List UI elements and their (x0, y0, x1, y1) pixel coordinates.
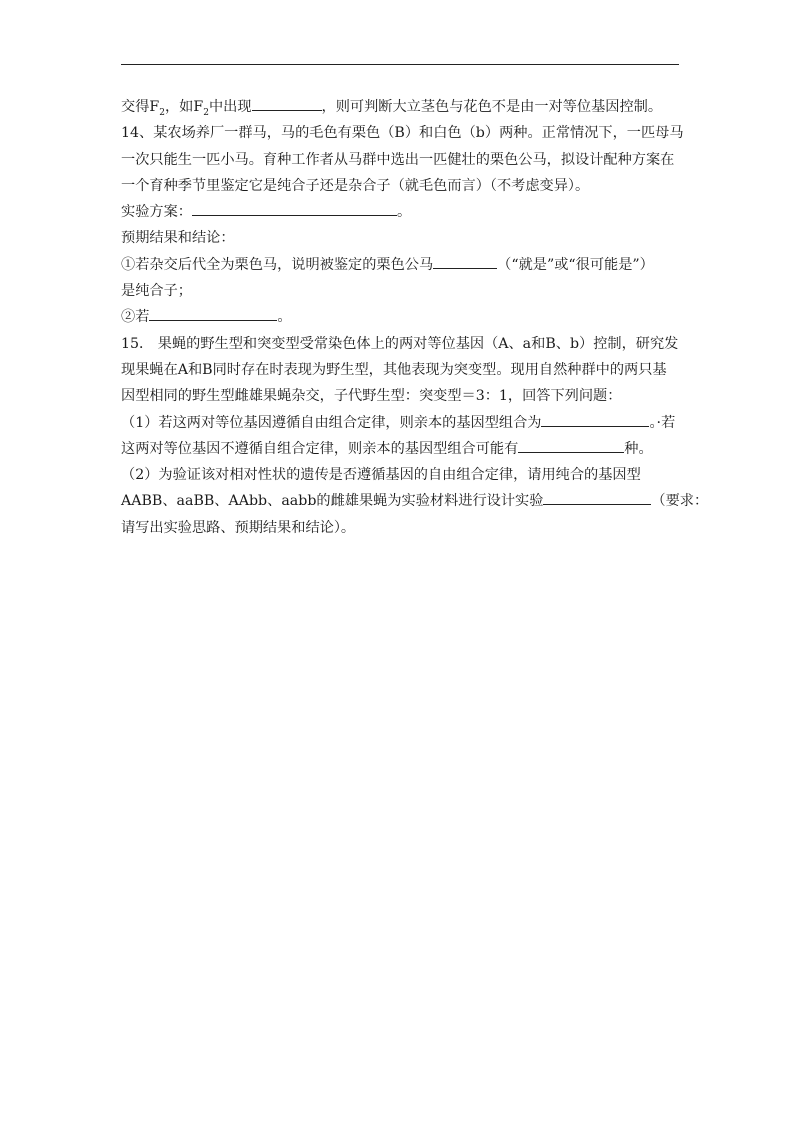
answer-blank[interactable] (433, 253, 497, 269)
text-span: ，如F (164, 99, 204, 115)
text-span: （“就是”或“很可能是”） (497, 256, 654, 273)
text-span: ②若 (121, 309, 150, 326)
answer-blank[interactable] (252, 95, 322, 111)
answer-blank[interactable] (518, 437, 624, 453)
q15-sub-1 (121, 410, 691, 436)
text-span: 交得F (121, 99, 160, 115)
q15-sub-2: （2）为验证该对相对性状的遗传是否遵循基因的自由组合定律，请用纯合的基因型 (121, 467, 641, 484)
text-span: AABB、aaBB、AAbb、aabb的雌雄果蝇为实验材料进行设计实验 (121, 493, 544, 510)
q14-line-1: 14、某农场养厂一群马，马的毛色有栗色（B）和白色（b）两种。正常情况下，一匹母马 (121, 125, 684, 142)
q14-expect-label: 预期结果和结论： (121, 230, 235, 247)
text-span: ①若杂交后代全为栗色马，说明被鉴定的栗色公马 (121, 256, 434, 273)
text-span: （1）若这两对等位基因遵循自由组合定律，则亲本的基因型组合为 (121, 414, 542, 431)
subscript: 2 (159, 107, 165, 118)
answer-blank[interactable] (149, 305, 277, 321)
q14-result-1 (121, 252, 691, 278)
text-span: 中出现 (208, 99, 252, 115)
text-span: 种。 (624, 440, 653, 457)
q15-sub-2-cont (121, 488, 709, 514)
answer-blank[interactable] (192, 200, 397, 216)
text-span: （要求： (651, 493, 709, 510)
q14-result-2 (121, 304, 691, 330)
text-span: 。 (396, 204, 412, 221)
plan-label: 实验方案： (121, 204, 192, 221)
q15-line-2: 现果蝇在A和B同时存在时表现为野生型，其他表现为突变型。现用自然种群中的两只基 (121, 361, 667, 378)
subscript: 2 (203, 107, 209, 118)
q14-plan (121, 199, 691, 225)
text-span: 。 (277, 309, 292, 326)
q14-line-3: 一个育种季节里鉴定它是纯合子还是杂合子（就毛色而言）（不考虑变异）。 (121, 177, 590, 194)
q13-continuation (121, 94, 691, 120)
answer-blank[interactable] (543, 489, 651, 505)
text-span: ，则可判断大立茎色与花色不是由一对等位基因控制。 (321, 99, 663, 115)
q15-sub-1-cont (121, 436, 691, 462)
text-span: 这两对等位基因不遵循自组合定律，则亲本的基因型组合可能有 (121, 440, 519, 457)
header-rule (121, 64, 679, 65)
q15-sub-2-end: 请写出实验思路、预期结果和结论）。 (121, 519, 356, 536)
q15-line-3: 因型相同的野生型雌雄果蝇杂交，子代野生型：突变型＝3：1，回答下列问题： (121, 388, 622, 405)
q14-line-2: 一次只能生一匹小马。育种工作者从马群中选出一匹健壮的栗色公马，拟设计配种方案在 (121, 151, 675, 168)
text-span: 。·若 (649, 414, 676, 431)
q14-result-1-cont: 是纯合子； (121, 283, 192, 300)
question-content (121, 94, 709, 541)
q15-line-1: 15． 果蝇的野生型和突变型受常染色体上的两对等位基因（A、a和B、b）控制，研究发 (121, 335, 679, 352)
answer-blank[interactable] (541, 411, 649, 427)
